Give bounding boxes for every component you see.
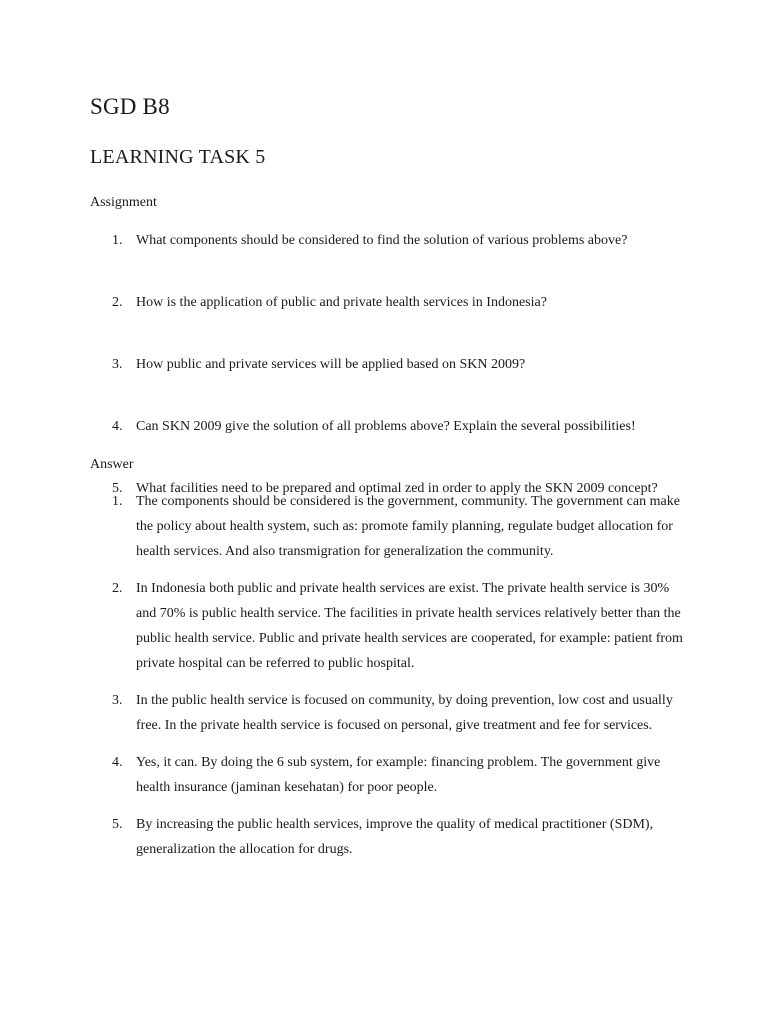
assignment-item-text xyxy=(136,290,688,315)
assignment-item-line: How is the application of public and private health services in Indonesia? xyxy=(136,295,547,310)
answer-item-line: In Indonesia both public and private health services are exist. The private health service is 30% xyxy=(136,581,670,596)
assignment-item-number: 2. xyxy=(112,295,123,310)
answer-item-line: In the public health service is focused on community, by doing prevention, low cost and usually xyxy=(136,693,673,708)
answer-item-number: 1. xyxy=(112,494,123,509)
answer-item-line: and 70% is public health service. The facilities in private health services relatively better than the xyxy=(136,606,681,621)
answer-item-line: public health service. Public and private health services are cooperated, for example: patient from xyxy=(136,631,683,646)
answer-item-line: By increasing the public health services, improve the quality of medical practitioner (SDM), xyxy=(136,817,654,832)
answer-item-line: health services. And also transmigration for generalization the community. xyxy=(136,544,554,559)
answer-item-number: 5. xyxy=(112,817,123,832)
assignment-item-number: 1. xyxy=(112,233,123,248)
assignment-item-line: Can SKN 2009 give the solution of all problems above? Explain the several possibilities! xyxy=(136,419,636,434)
answer-item-line: health insurance (jaminan kesehatan) for poor people. xyxy=(136,780,438,795)
assignment-item-number: 3. xyxy=(112,357,123,372)
assignment-heading: Assignment xyxy=(90,195,157,210)
answer-item-number: 2. xyxy=(112,581,123,596)
answer-item-text xyxy=(136,688,688,738)
answer-item-text xyxy=(136,812,688,862)
document-subtitle: LEARNING TASK 5 xyxy=(90,146,266,168)
answer-item-number: 3. xyxy=(112,693,123,708)
assignment-item-text xyxy=(136,352,688,377)
answer-item-text xyxy=(136,750,688,800)
document-title: SGD B8 xyxy=(90,94,170,119)
answer-item-text xyxy=(136,489,688,564)
assignment-item-line: What facilities need to be prepared and optimal zed in order to apply the SKN 2009 concept? xyxy=(136,481,658,496)
answer-item-line: generalization the allocation for drugs. xyxy=(136,842,353,857)
assignment-item-number: 4. xyxy=(112,419,123,434)
answer-item-line: The components should be considered is the government, community. The government can make xyxy=(136,494,680,509)
answer-heading: Answer xyxy=(90,457,134,472)
answer-item-line: free. In the private health service is focused on personal, give treatment and fee for services. xyxy=(136,718,653,733)
answer-item-number: 4. xyxy=(112,755,123,770)
answer-item-line: private hospital can be referred to public hospital. xyxy=(136,656,415,671)
assignment-item-line: How public and private services will be applied based on SKN 2009? xyxy=(136,357,526,372)
assignment-item-number: 5. xyxy=(112,481,123,496)
assignment-item-line: What components should be considered to find the solution of various problems above? xyxy=(136,233,628,248)
assignment-item-text xyxy=(136,414,688,439)
answer-item-line: the policy about health system, such as: promote family planning, regulate budget allocation for xyxy=(136,519,673,534)
answer-item-line: Yes, it can. By doing the 6 sub system, for example: financing problem. The government give xyxy=(136,755,661,770)
answer-item-text xyxy=(136,576,688,676)
assignment-item-text xyxy=(136,228,688,253)
